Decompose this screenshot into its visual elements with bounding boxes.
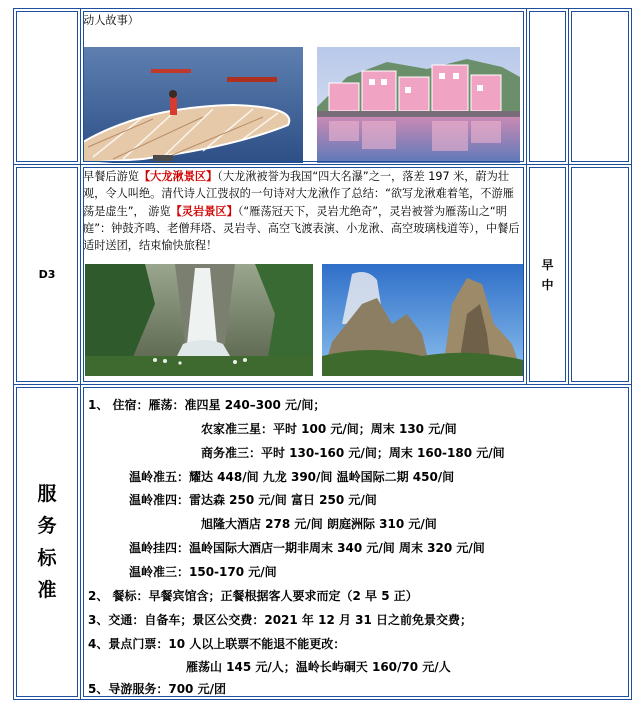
waterfall-gorge-image — [85, 264, 313, 376]
rock-peaks-image — [322, 264, 523, 376]
service-line-farmstay: 农家准三星：平时 100 元/间；周末 130 元/间 — [201, 422, 457, 436]
service-line-lodging: 1、 住宿：雁荡：准四星 240–300 元/间； — [88, 398, 326, 412]
service-line-wenling-3: 温岭准三：150-170 元/间 — [129, 565, 277, 579]
service-line-wenling-listed4: 温岭挂四：温岭国际大酒店一期非周末 340 元/间 周末 320 元/间 — [129, 541, 485, 555]
service-line-wenling-4b: 旭隆大酒店 278 元/间 朗庭洲际 310 元/间 — [201, 517, 437, 531]
meal-lunch: 中 — [541, 277, 554, 292]
service-char-2: 务 — [37, 515, 57, 537]
service-content-cell — [80, 384, 632, 700]
top-content-cell — [80, 8, 527, 165]
d3-day-cell — [13, 164, 81, 385]
service-line-transport: 3、交通：自备车；景区公交费：2021 年 12 月 31 日之前免景交费； — [88, 613, 473, 627]
meal-breakfast: 早 — [541, 257, 554, 272]
daolongqiu-scenic-name: 【大龙湫景区】 — [138, 170, 218, 183]
d3-description — [81, 165, 526, 254]
service-line-tickets: 4、景点门票：10 人以上联票不能退不能更改： — [88, 637, 346, 651]
top-day-cell — [13, 8, 81, 165]
lingyan-scenic-name: 【灵岩景区】 — [170, 204, 238, 218]
top-hotel-cell — [568, 8, 632, 165]
service-char-4: 准 — [37, 579, 57, 601]
top-meal-cell — [526, 8, 569, 165]
d3-hotel-cell — [568, 164, 632, 385]
service-line-business: 商务准三：平时 130-160 元/间；周末 160-180 元/间 — [201, 446, 505, 460]
service-char-3: 标 — [37, 547, 57, 569]
glass-viewing-platform-image — [83, 47, 303, 163]
d3-content-cell — [80, 164, 527, 385]
service-line-meals: 2、 餐标：早餐宾馆含；正餐根据客人要求而定（2 早 5 正） — [88, 589, 418, 603]
d3-text-3: （“雁荡冠天下，灵岩尤绝奇”，灵岩被誉为雁荡山之“明庭”：钟鼓齐鸣、老僧拜塔、灵岩寺、高空飞渡表演、小龙湫、高空玻璃栈道等），中餐后适时送团，结束愉快旅程！ — [83, 204, 520, 253]
service-line-wenling-5: 温岭准五：耀达 448/间 九龙 390/间 温岭国际二期 450/间 — [129, 470, 455, 484]
service-line-guide: 5、导游服务：700 元/团 — [88, 682, 226, 696]
top-text-fragment: 动人故事） — [83, 14, 139, 27]
service-char-1: 服 — [37, 483, 57, 505]
service-line-ticket-prices: 雁荡山 145 元/人；温岭长屿硐天 160/70 元/人 — [186, 660, 451, 674]
d3-text-2: （大龙湫被誉为我国“四大名瀑”之一，落差 197 米，蔚为壮观，令人叫绝。清代诗人江弢叔的一句诗对大龙湫作了总结：“欲写龙湫难着笔，不游雁荡是虚生”， 游览 — [83, 170, 514, 218]
d3-text-1: 早餐后游览 — [83, 170, 139, 183]
service-label-cell — [13, 384, 81, 700]
pink-seaside-village-image — [317, 47, 520, 163]
service-line-wenling-4: 温岭准四：雷达森 250 元/间 富日 250 元/间 — [129, 493, 377, 507]
day-label: D3 — [38, 268, 56, 281]
d3-meal-cell — [526, 164, 569, 385]
